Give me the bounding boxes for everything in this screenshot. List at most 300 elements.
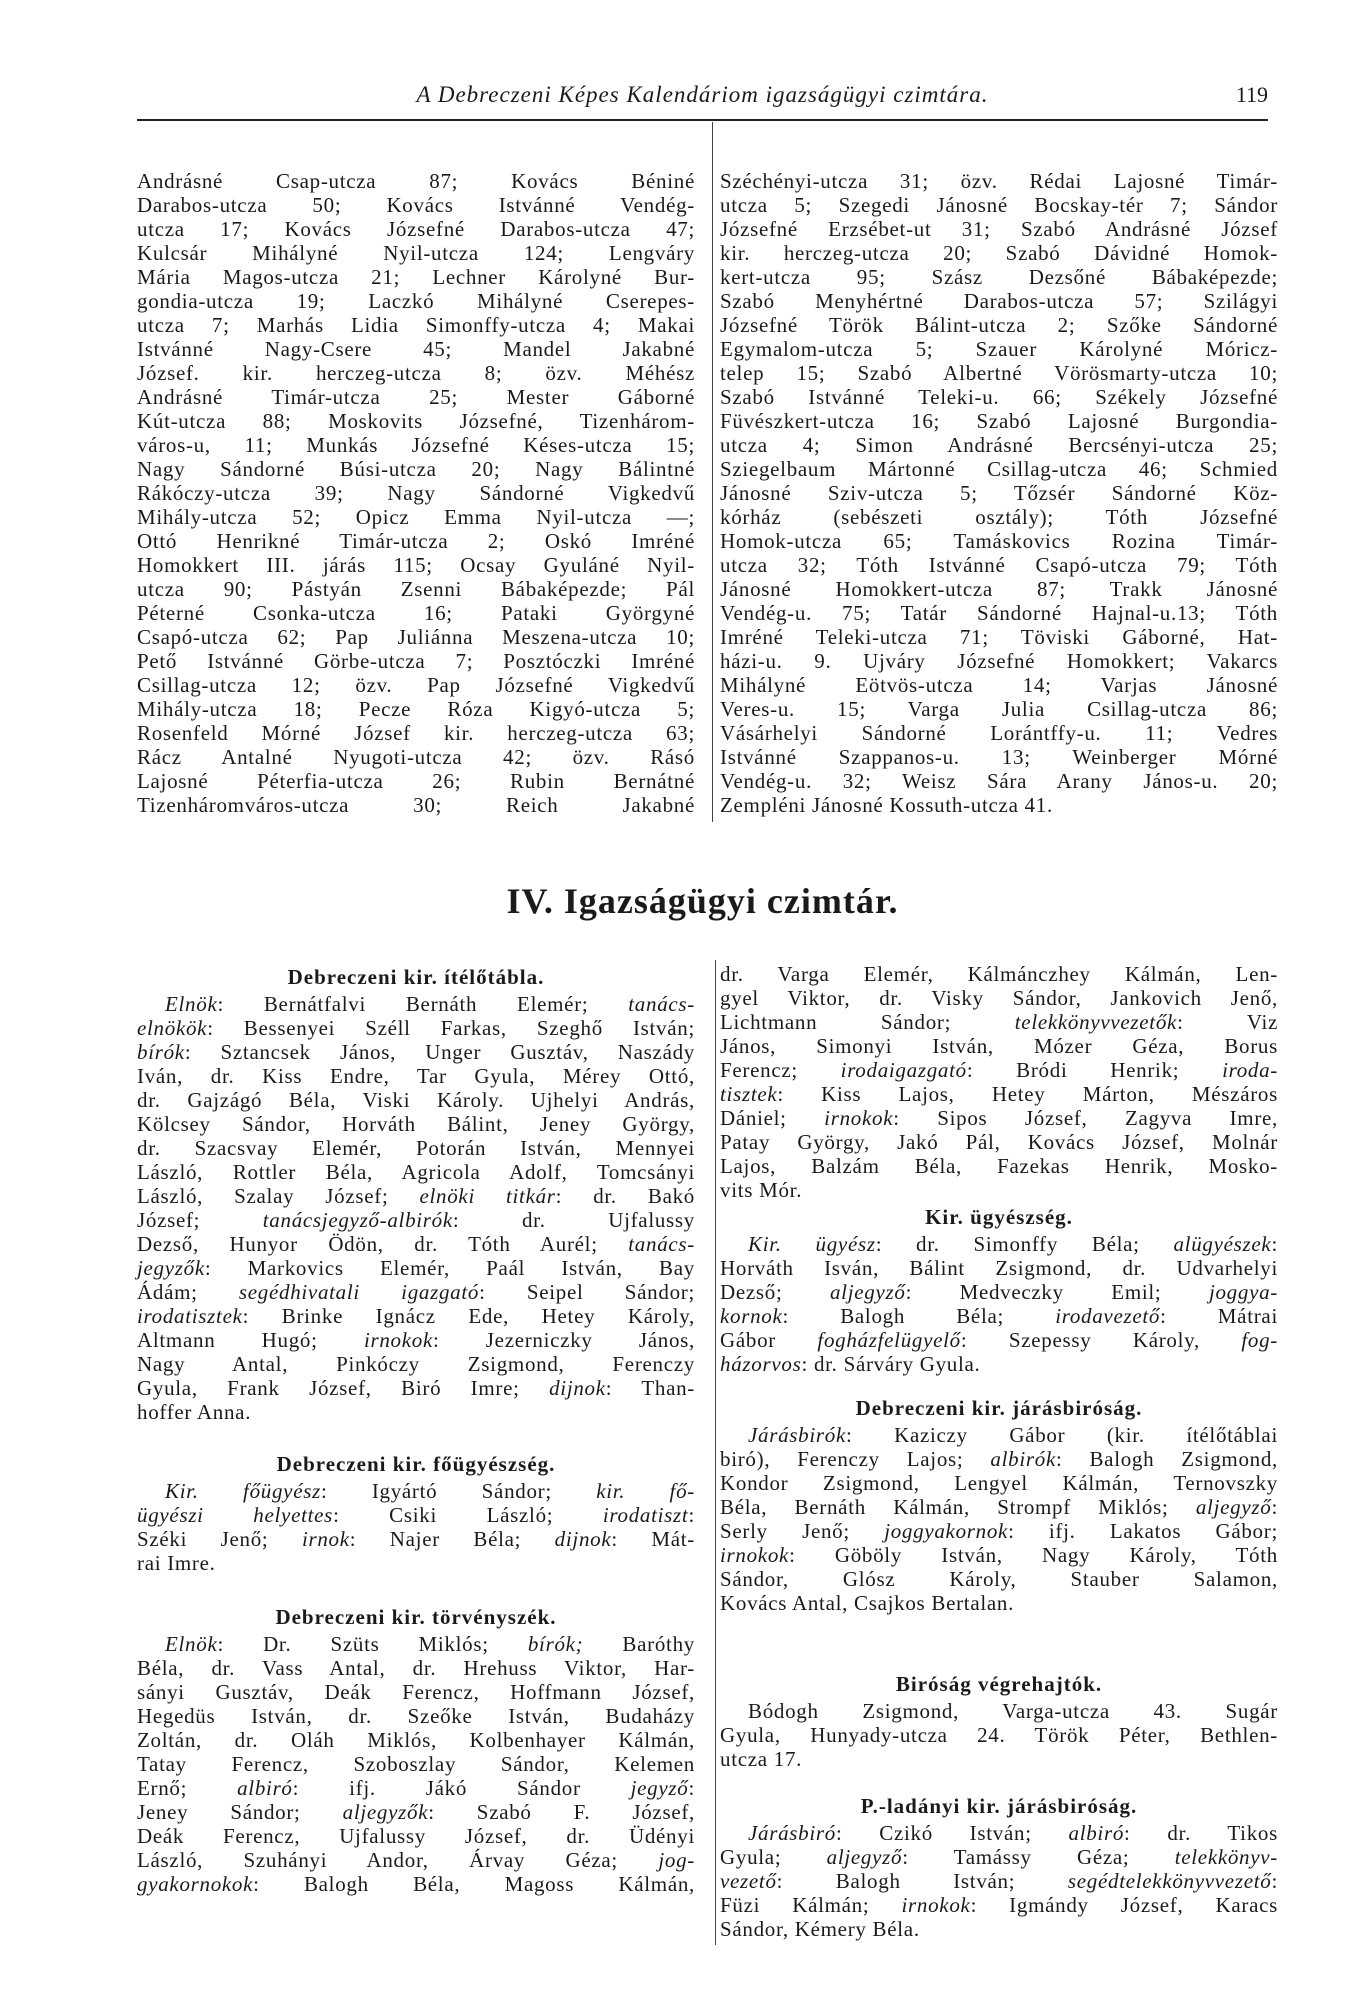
italic-label: segédhivatali igazgató xyxy=(238,1280,480,1304)
text-run: : Medveczky Emil; xyxy=(905,1280,1209,1304)
text-line xyxy=(720,986,1278,1010)
text-line xyxy=(720,601,1278,625)
italic-label: Járásbirók xyxy=(748,1423,846,1447)
text-run: : Szepessy Károly, xyxy=(960,1328,1242,1352)
text-run: Andrásné Timár-utcza 25; Mester Gáborné xyxy=(137,385,695,409)
text-run: Lichtmann Sándor; xyxy=(720,1010,1015,1034)
text-run: Sziegelbaum Mártonné Csillag-utcza 46; Schmied xyxy=(720,457,1278,481)
page-number: 119 xyxy=(1235,82,1268,107)
text-line xyxy=(720,361,1278,385)
text-run: vits Mór. xyxy=(720,1178,803,1202)
italic-label: ügyészi helyettes xyxy=(137,1503,334,1527)
text-line xyxy=(720,1699,1278,1723)
text-line xyxy=(137,1776,695,1800)
text-line xyxy=(137,289,695,313)
text-line xyxy=(137,481,695,505)
italic-label: bírók; xyxy=(527,1632,584,1656)
text-run: : Czikó István; xyxy=(835,1821,1069,1845)
text-line xyxy=(137,577,695,601)
text-line xyxy=(720,1280,1278,1304)
text-run: Ferencz; xyxy=(720,1058,841,1082)
text-run: Egymalom-utcza 5; Szauer Károlyné Móricz- xyxy=(720,337,1278,361)
text-run: : Göböly István, Nagy Károly, Tóth xyxy=(789,1543,1278,1567)
text-line xyxy=(137,553,695,577)
text-run: : Markovics Elemér, Paál István, Bay xyxy=(204,1256,695,1280)
text-run: utcza 32; Tóth Istvánné Csapó-utcza 79; Tóth xyxy=(720,553,1278,577)
text-run: Vendég-u. 75; Tatár Sándorné Hajnal-u.13; Tóth xyxy=(720,601,1278,625)
text-run: Mihály-utcza 18; Pecze Róza Kigyó-utcza 5; xyxy=(137,697,695,721)
section-body xyxy=(720,962,1278,1202)
text-run: : Tamássy Géza; xyxy=(902,1845,1175,1869)
text-line xyxy=(720,1304,1278,1328)
text-run: József; xyxy=(137,1208,263,1232)
text-run: Andrásné Csap-utcza 87; Kovács Béniné xyxy=(137,169,695,193)
text-run: : Bródi Henrik; xyxy=(966,1058,1223,1082)
text-run: Sándor, Kémery Béla. xyxy=(720,1917,920,1941)
text-run: : Brinke Ignácz Ede, Hetey Károly, xyxy=(242,1304,695,1328)
text-line xyxy=(137,1752,695,1776)
text-run: : Than- xyxy=(605,1376,695,1400)
text-line xyxy=(720,1058,1278,1082)
text-line xyxy=(720,1567,1278,1591)
text-run: Kölcsey Sándor, Horváth Bálint, Jeney György, xyxy=(137,1112,695,1136)
section-ugyeszseg xyxy=(720,1205,1278,1376)
italic-label: irnokok xyxy=(901,1893,971,1917)
italic-label: Járásbiró xyxy=(748,1821,836,1845)
italic-label: tisztek xyxy=(720,1082,778,1106)
text-run: : dr. Bakó xyxy=(555,1184,695,1208)
text-run: Veres-u. 15; Varga Julia Csillag-utcza 86; xyxy=(720,697,1278,721)
text-line xyxy=(720,241,1278,265)
text-run: Lajos, Balzám Béla, Fazekas Henrik, Mosko- xyxy=(720,1154,1278,1178)
text-run: Zempléni Jánosné Kossuth-utcza 41. xyxy=(720,793,1053,817)
italic-label: vezető xyxy=(720,1869,777,1893)
section-title: Debreczeni kir. ítélőtábla. xyxy=(287,965,545,989)
text-line xyxy=(720,1178,1278,1202)
text-line xyxy=(137,361,695,385)
text-run: Füvészkert-utcza 16; Szabó Lajosné Burgondia- xyxy=(720,409,1278,433)
text-line xyxy=(720,697,1278,721)
text-line xyxy=(137,673,695,697)
text-line xyxy=(137,1800,695,1824)
text-run: Szabó Menyhértné Darabos-utcza 57; Szilágyi xyxy=(720,289,1278,313)
text-line xyxy=(720,1010,1278,1034)
text-run: Széki Jenő; xyxy=(137,1527,302,1551)
italic-label: kornok xyxy=(720,1304,783,1328)
text-line xyxy=(720,457,1278,481)
text-line xyxy=(720,1543,1278,1567)
header-rule xyxy=(137,119,1268,121)
text-line xyxy=(720,1471,1278,1495)
text-run: Pető Istvánné Görbe-utcza 7; Posztóczki Imréné xyxy=(137,649,695,673)
italic-label: fogházfelügyelő xyxy=(817,1328,961,1352)
text-run: Rákóczy-utcza 39; Nagy Sándorné Vigkedvű xyxy=(137,481,695,505)
text-run: : Dr. Szüts Miklós; xyxy=(217,1632,528,1656)
text-run: Tatay Ferencz, Szoboszlay Sándor, Kelemen xyxy=(137,1752,695,1776)
italic-label: irodatiszt xyxy=(602,1503,689,1527)
text-run: Szabó Istvánné Teleki-u. 66; Székely Józsefné xyxy=(720,385,1278,409)
text-run: : Seipel Sándor; xyxy=(479,1280,695,1304)
text-line xyxy=(720,313,1278,337)
italic-label: dijnok xyxy=(554,1527,612,1551)
text-line xyxy=(720,169,1278,193)
text-line xyxy=(720,1352,1278,1376)
text-run: biró), Ferenczy Lajos; xyxy=(720,1447,991,1471)
text-line xyxy=(137,265,695,289)
text-line xyxy=(137,1208,695,1232)
text-run: dr. Gajzágó Béla, Viski Károly. Ujhelyi András, xyxy=(137,1088,695,1112)
text-run: Iván, dr. Kiss Endre, Tar Gyula, Mérey Ottó, xyxy=(137,1064,695,1088)
text-run: János, Simonyi István, Mózer Géza, Borus xyxy=(720,1034,1278,1058)
section-vegrehajtok xyxy=(720,1672,1278,1771)
text-run: hoffer Anna. xyxy=(137,1400,252,1424)
section-body xyxy=(137,992,695,1424)
text-run: : Bernátfalvi Bernáth Elemér; xyxy=(217,992,629,1016)
text-run: Kondor Zsigmond, Lengyel Kálmán, Ternovszky xyxy=(720,1471,1278,1495)
text-run: telep 15; Szabó Albertné Vörösmarty-utcza 10; xyxy=(720,361,1278,385)
italic-label: tanács- xyxy=(628,992,695,1016)
text-run: utcza 17; Kovács Józsefné Darabos-utcza 47; xyxy=(137,217,695,241)
text-run: : dr. Ujfalussy xyxy=(452,1208,695,1232)
text-line xyxy=(720,217,1278,241)
text-run: Dezső; xyxy=(720,1280,830,1304)
text-run: Bódogh Zsigmond, Varga-utcza 43. Sugár xyxy=(748,1699,1278,1723)
text-run: Istvánné Szappanos-u. 13; Weinberger Mórné xyxy=(720,745,1278,769)
text-run: : dr. Simonffy Béla; xyxy=(875,1232,1174,1256)
text-run: Tizenháromváros-utcza 30; Reich Jakabné xyxy=(137,793,695,817)
text-line xyxy=(137,1728,695,1752)
text-run: Csillag-utcza 12; özv. Pap Józsefné Vigkedvű xyxy=(137,673,695,697)
running-title: A Debreczeni Képes Kalendáriom igazságügyi czimtára. xyxy=(416,82,989,107)
italic-label: irnok xyxy=(301,1527,350,1551)
text-line xyxy=(137,433,695,457)
text-run: : Igmándy József, Karacs xyxy=(970,1893,1278,1917)
text-line xyxy=(137,601,695,625)
italic-label: irnokok xyxy=(824,1106,894,1130)
italic-label: jog- xyxy=(658,1848,695,1872)
text-line xyxy=(720,1917,1278,1941)
text-run: : Mát- xyxy=(611,1527,696,1551)
italic-label: Kir. ügyész xyxy=(748,1232,876,1256)
italic-label: albiró xyxy=(1068,1821,1125,1845)
text-run: : Sztancsek János, Unger Gusztáv, Naszády xyxy=(184,1040,695,1064)
text-line xyxy=(137,1527,695,1551)
italic-label: kir. fő- xyxy=(596,1479,695,1503)
text-run: gondia-utcza 19; Laczkó Mihályné Cserepes- xyxy=(137,289,695,313)
text-line xyxy=(720,553,1278,577)
text-run: Ádám; xyxy=(137,1280,239,1304)
section-title: Biróság végrehajtók. xyxy=(895,1672,1103,1696)
text-line xyxy=(137,992,695,1016)
italic-label: aljegyző xyxy=(1195,1495,1272,1519)
text-run: Hegedüs István, dr. Szeőke István, Budaházy xyxy=(137,1704,695,1728)
text-run: rai Imre. xyxy=(137,1551,216,1575)
italic-label: bírók xyxy=(137,1040,185,1064)
text-run: : Szabó F. József, xyxy=(428,1800,695,1824)
text-line xyxy=(720,265,1278,289)
text-line xyxy=(720,1447,1278,1471)
text-line xyxy=(137,1064,695,1088)
text-run: utcza 7; Marhás Lidia Simonffy-utcza 4; Makai xyxy=(137,313,695,337)
text-run: város-u, 11; Munkás Józsefné Késes-utcza 15; xyxy=(137,433,695,457)
text-run: : Kiss Lajos, Hetey Márton, Mészáros xyxy=(777,1082,1278,1106)
text-line xyxy=(720,962,1278,986)
text-run: Horváth Isván, Bálint Zsigmond, dr. Udvarhelyi xyxy=(720,1256,1278,1280)
text-line xyxy=(720,673,1278,697)
text-run: Mihályné Eötvös-utcza 14; Varjas Jánosné xyxy=(720,673,1278,697)
text-run: Széchényi-utcza 31; özv. Rédai Lajosné Timár- xyxy=(720,169,1278,193)
italic-label: dijnok xyxy=(549,1376,606,1400)
text-run: : xyxy=(688,1776,695,1800)
text-run: Rácz Antalné Nyugoti-utcza 42; özv. Rásó xyxy=(137,745,695,769)
text-line xyxy=(720,1154,1278,1178)
text-run: sányi Gusztáv, Deák Ferencz, Hoffmann József, xyxy=(137,1680,695,1704)
text-line xyxy=(137,1632,695,1656)
text-line xyxy=(137,721,695,745)
text-line xyxy=(720,1519,1278,1543)
text-run: Imréné Teleki-utcza 71; Töviski Gáborné, Hat- xyxy=(720,625,1278,649)
text-line xyxy=(137,1136,695,1160)
italic-label: aljegyzők xyxy=(342,1800,429,1824)
text-line xyxy=(137,1551,695,1575)
text-run: házi-u. 9. Ujváry Józsefné Homokkert; Vakarcs xyxy=(720,649,1278,673)
text-run: Altmann Hugó; xyxy=(137,1328,364,1352)
text-run: Béla, Bernáth Kálmán, Strompf Miklós; xyxy=(720,1495,1196,1519)
text-line xyxy=(137,625,695,649)
section-title: Kir. ügyészség. xyxy=(925,1205,1073,1229)
text-line xyxy=(137,1824,695,1848)
text-line xyxy=(720,649,1278,673)
text-line xyxy=(137,457,695,481)
text-run: Sándor, Glósz Károly, Stauber Salamon, xyxy=(720,1567,1278,1591)
italic-label: irodaigazgató xyxy=(840,1058,967,1082)
text-run: Kút-utcza 88; Moskovits Józsefné, Tizenhárom- xyxy=(137,409,695,433)
text-line xyxy=(720,289,1278,313)
italic-label: irnokok xyxy=(363,1328,433,1352)
text-line xyxy=(137,1016,695,1040)
text-run: Homok-utcza 65; Tamáskovics Rozina Timár- xyxy=(720,529,1278,553)
section-fougyeszseg xyxy=(137,1452,695,1575)
text-line xyxy=(720,1082,1278,1106)
section-torvenyszek-continued xyxy=(720,962,1278,1202)
text-line xyxy=(137,793,695,817)
italic-label: albiró xyxy=(237,1776,293,1800)
text-line xyxy=(720,625,1278,649)
text-line xyxy=(720,409,1278,433)
text-run: Deák Ferencz, Ujfalussy József, dr. Üdényi xyxy=(137,1824,695,1848)
section-body xyxy=(720,1699,1278,1771)
text-line xyxy=(720,505,1278,529)
italic-label: jegyző xyxy=(630,1776,689,1800)
text-line xyxy=(137,1280,695,1304)
text-run: : xyxy=(1271,1495,1278,1519)
text-run: László, Szuhányi Andor, Árvay Géza; xyxy=(137,1848,659,1872)
text-run: Ottó Henrikné Timár-utcza 2; Oskó Imréné xyxy=(137,529,695,553)
text-run: Kulcsár Mihályné Nyil-utcza 124; Lengváry xyxy=(137,241,695,265)
text-line xyxy=(720,1106,1278,1130)
text-run: Dezső, Hunyor Ödön, dr. Tóth Aurél; xyxy=(137,1232,629,1256)
text-run: : Igyártó Sándor; xyxy=(320,1479,597,1503)
italic-label: iroda- xyxy=(1222,1058,1278,1082)
text-line xyxy=(720,481,1278,505)
italic-label: fog- xyxy=(1241,1328,1278,1352)
italic-label: joggyakornok xyxy=(884,1519,1009,1543)
text-line xyxy=(137,385,695,409)
text-line xyxy=(720,1723,1278,1747)
text-run: kórház (sebészeti osztály); Tóth Józsefné xyxy=(720,505,1278,529)
text-line xyxy=(137,313,695,337)
text-line xyxy=(720,1232,1278,1256)
text-run: Rosenfeld Mórné József kir. herczeg-utcza 63; xyxy=(137,721,695,745)
section-title: Debreczeni kir. törvényszék. xyxy=(275,1605,557,1629)
text-run: : Balogh István; xyxy=(776,1869,1068,1893)
text-line xyxy=(137,505,695,529)
text-run: Gyula, Hunyady-utcza 24. Török Péter, Bethlen- xyxy=(720,1723,1278,1747)
text-line xyxy=(137,1503,695,1527)
italic-label: elnökök xyxy=(137,1016,208,1040)
text-line xyxy=(720,1591,1278,1615)
text-line xyxy=(720,793,1278,817)
text-line xyxy=(137,1040,695,1064)
text-line xyxy=(137,769,695,793)
text-line xyxy=(720,721,1278,745)
text-line xyxy=(137,1704,695,1728)
text-line xyxy=(720,1821,1278,1845)
italic-label: Kir. főügyész xyxy=(165,1479,321,1503)
italic-label: Elnök xyxy=(165,992,218,1016)
text-line xyxy=(137,1304,695,1328)
section-title: Debreczeni kir. járásbiróság. xyxy=(855,1396,1143,1420)
section-body xyxy=(720,1423,1278,1615)
section-body xyxy=(137,1479,695,1575)
text-line xyxy=(137,1088,695,1112)
text-run: Kovács Antal, Csajkos Bertalan. xyxy=(720,1591,1015,1615)
text-run: : Najer Béla; xyxy=(349,1527,555,1551)
italic-label: irodavezető xyxy=(1055,1304,1161,1328)
italic-label: alügyészek xyxy=(1173,1232,1272,1256)
text-line xyxy=(720,193,1278,217)
text-run: Zoltán, dr. Oláh Miklós, Kolbenhayer Kálmán, xyxy=(137,1728,695,1752)
text-line xyxy=(137,745,695,769)
text-line xyxy=(137,697,695,721)
text-line xyxy=(137,1400,695,1424)
italic-label: aljegyző xyxy=(829,1280,906,1304)
text-line xyxy=(137,1160,695,1184)
text-run: : Csiki László; xyxy=(333,1503,603,1527)
text-run: Mihály-utcza 52; Opicz Emma Nyil-utcza —; xyxy=(137,505,695,529)
text-line xyxy=(720,1893,1278,1917)
section-torvenyszek xyxy=(137,1605,695,1896)
text-run: dr. Szacsvay Elemér, Potorán István, Mennyei xyxy=(137,1136,695,1160)
text-run: : xyxy=(1271,1869,1278,1893)
section-itelotabla xyxy=(137,965,695,1424)
text-line xyxy=(137,529,695,553)
italic-label: joggya- xyxy=(1208,1280,1278,1304)
text-line xyxy=(137,169,695,193)
text-run: Patay György, Jakó Pál, Kovács József, Molnár xyxy=(720,1130,1278,1154)
text-line xyxy=(720,1423,1278,1447)
text-line xyxy=(137,1232,695,1256)
italic-label: irnokok xyxy=(720,1543,790,1567)
text-run: kir. herczeg-utcza 20; Szabó Dávidné Homok- xyxy=(720,241,1278,265)
text-run: : Mátrai xyxy=(1160,1304,1278,1328)
text-run: : dr. Sárváry Gyula. xyxy=(801,1352,981,1376)
text-run: Ernő; xyxy=(137,1776,238,1800)
text-line xyxy=(720,1328,1278,1352)
text-line xyxy=(137,1479,695,1503)
text-line xyxy=(720,1495,1278,1519)
text-run: Darabos-utcza 50; Kovács Istvánné Vendég- xyxy=(137,193,695,217)
text-line xyxy=(137,1872,695,1896)
italic-label: tanácsjegyző-albirók xyxy=(262,1208,453,1232)
text-run: : dr. Tikos xyxy=(1124,1821,1278,1845)
italic-label: gyakornokok xyxy=(137,1872,254,1896)
text-run: : xyxy=(688,1503,695,1527)
text-run: Vendég-u. 32; Weisz Sára Arany János-u. 20; xyxy=(720,769,1278,793)
text-run: Lajosné Péterfia-utcza 26; Rubin Bernátné xyxy=(137,769,695,793)
directory-continuation-right xyxy=(720,169,1278,817)
text-run: : ifj. Lakatos Gábor; xyxy=(1008,1519,1278,1543)
section-title: P.-ladányi kir. járásbiróság. xyxy=(860,1794,1138,1818)
text-run: Nagy Antal, Pinkóczy Zsigmond, Ferenczy xyxy=(137,1352,695,1376)
text-run: Józsefné Erzsébet-ut 31; Szabó Andrásné József xyxy=(720,217,1278,241)
text-run: : xyxy=(1271,1232,1278,1256)
section-jarasbirosag xyxy=(720,1396,1278,1615)
text-run: Baróthy xyxy=(583,1632,695,1656)
section-body xyxy=(137,1632,695,1896)
text-line xyxy=(137,1352,695,1376)
text-run: Mária Magos-utcza 21; Lechner Károlyné Bur- xyxy=(137,265,695,289)
text-run: Csapó-utcza 62; Pap Juliánna Meszena-utcza 10; xyxy=(137,625,695,649)
text-run: Gyula, Frank József, Biró Imre; xyxy=(137,1376,550,1400)
text-run: gyel Viktor, dr. Visky Sándor, Jankovich Jenő, xyxy=(720,986,1278,1010)
text-line xyxy=(720,1130,1278,1154)
text-run: : Bessenyei Széll Farkas, Szeghő István; xyxy=(207,1016,695,1040)
text-line xyxy=(137,649,695,673)
text-line xyxy=(137,1680,695,1704)
section-body xyxy=(720,1232,1278,1376)
italic-label: telekkönyvvezetők xyxy=(1014,1010,1178,1034)
text-line xyxy=(720,1869,1278,1893)
italic-label: Elnök xyxy=(165,1632,218,1656)
text-line xyxy=(137,1256,695,1280)
italic-label: albirók xyxy=(990,1447,1056,1471)
text-run: kert-utcza 95; Szász Dezsőné Bábaképezde; xyxy=(720,265,1278,289)
text-run: László, Rottler Béla, Agricola Adolf, Tomcsányi xyxy=(137,1160,695,1184)
text-run: József. kir. herczeg-utcza 8; özv. Méhész xyxy=(137,361,695,385)
text-run: dr. Varga Elemér, Kálmánczhey Kálmán, Len- xyxy=(720,962,1278,986)
italic-label: elnöki titkár xyxy=(419,1184,556,1208)
text-line xyxy=(720,337,1278,361)
text-run: : Balogh Zsigmond, xyxy=(1055,1447,1279,1471)
column-divider xyxy=(712,122,713,822)
text-line xyxy=(720,1034,1278,1058)
text-run: László, Szalay József; xyxy=(137,1184,420,1208)
text-run: Homokkert III. járás 115; Ocsay Gyuláné Nyil- xyxy=(137,553,695,577)
italic-label: irodatisztek xyxy=(137,1304,243,1328)
text-run: utcza 90; Pástyán Zsenni Bábaképezde; Pál xyxy=(137,577,695,601)
text-line xyxy=(137,1328,695,1352)
text-line xyxy=(137,1184,695,1208)
text-line xyxy=(137,409,695,433)
text-line xyxy=(720,745,1278,769)
text-run: Nagy Sándorné Búsi-utcza 20; Nagy Bálintné xyxy=(137,457,695,481)
italic-label: tanács- xyxy=(628,1232,695,1256)
text-run: utcza 4; Simon Andrásné Bercsényi-utcza 25; xyxy=(720,433,1278,457)
directory-continuation-left xyxy=(137,169,695,817)
section-pladanyi xyxy=(720,1794,1278,1941)
text-run: Béla, dr. Vass Antal, dr. Hrehuss Viktor, Har- xyxy=(137,1656,695,1680)
